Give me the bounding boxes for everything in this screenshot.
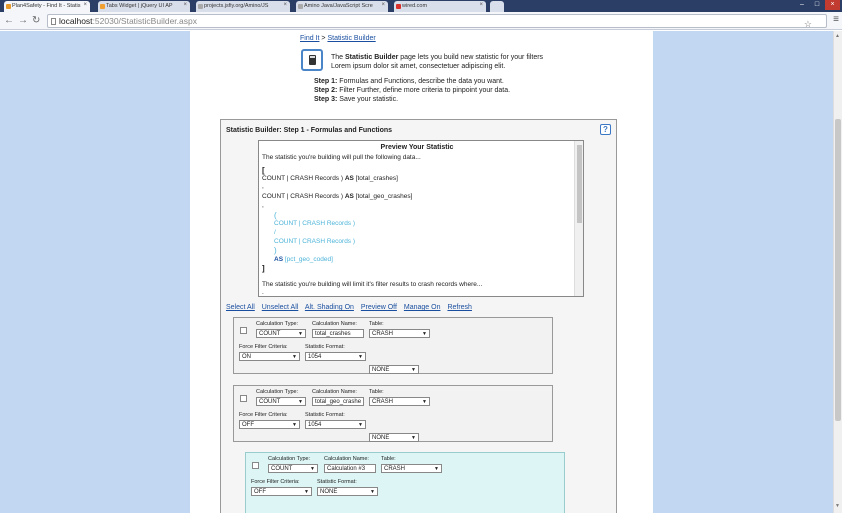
preview-close-bracket: ] <box>262 264 265 273</box>
calc-type-label: Calculation Type: <box>256 389 299 395</box>
intro-prefix: The <box>331 54 346 61</box>
panel-title: Statistic Builder: Step 1 - Formulas and Functions <box>226 127 393 134</box>
calculation-row-3 <box>245 452 565 513</box>
calc-name-label: Calculation Name: <box>312 389 357 395</box>
calc-type-label: Calculation Type: <box>268 456 311 462</box>
select-value: COUNT <box>259 399 281 405</box>
preview-nested-open: ( <box>274 211 277 220</box>
preview-nested-1: COUNT | CRASH Records ) <box>274 220 356 227</box>
preview-intro: The statistic you're building will pull the following data... <box>262 154 421 161</box>
statistic-format-select[interactable] <box>317 487 378 496</box>
bookmark-star-icon[interactable]: ☆ <box>803 19 812 29</box>
select-value: CRASH <box>372 399 394 405</box>
scroll-down-icon[interactable]: ▼ <box>835 503 840 509</box>
close-tab-icon[interactable]: × <box>183 2 187 8</box>
browser-tab-jsfiy[interactable] <box>196 1 290 12</box>
calculator-icon <box>301 49 323 71</box>
calculation-checkbox[interactable] <box>240 327 247 334</box>
tab-label: wired.com <box>402 3 428 9</box>
preview-open-bracket: [ <box>262 166 265 175</box>
calculation-checkbox[interactable] <box>252 462 259 469</box>
refresh-link[interactable]: Refresh <box>447 304 472 311</box>
dropdown-arrow-icon: ▼ <box>304 489 309 495</box>
calc-name-label: Calculation Name: <box>324 456 369 462</box>
help-icon[interactable]: ? <box>600 124 611 135</box>
preview-comma-2: , <box>262 202 264 209</box>
tab-label: Amino Java/JavaScript Scre <box>304 3 373 9</box>
calc-type-select[interactable] <box>268 464 318 473</box>
dropdown-arrow-icon: ▼ <box>358 354 363 360</box>
favicon-icon <box>396 4 401 9</box>
favicon-icon <box>298 4 303 9</box>
preview-as: AS <box>274 256 284 263</box>
select-value: CRASH <box>372 331 394 337</box>
dropdown-arrow-icon: ▼ <box>310 466 315 472</box>
browser-tab-bar <box>0 0 842 12</box>
preview-alias: [total_crashes] <box>353 175 398 182</box>
step-label: Step 3: <box>314 96 338 103</box>
preview-as: AS <box>344 175 354 182</box>
select-value: 1054 <box>308 422 322 428</box>
select-value: NONE <box>372 435 390 441</box>
calculation-checkbox[interactable] <box>240 395 247 402</box>
force-filter-label: Force Filter Criteria: <box>239 412 288 418</box>
preview-nested-alias-line <box>274 256 333 263</box>
calc-name-input[interactable]: Calculation #3 <box>324 464 376 473</box>
select-value: COUNT <box>259 331 281 337</box>
dropdown-arrow-icon: ▼ <box>411 435 416 441</box>
tab-label: projects.jsfiy.org/Amino/JS <box>204 3 269 9</box>
breadcrumb-statistic-builder[interactable]: Statistic Builder <box>327 35 376 42</box>
preview-expr: COUNT | CRASH Records ) <box>262 175 345 182</box>
dropdown-arrow-icon: ▼ <box>358 422 363 428</box>
statistic-format-label: Statistic Format: <box>305 412 345 418</box>
alt-shading-link[interactable]: Alt. Shading On <box>304 304 354 311</box>
select-value: 1054 <box>308 354 322 360</box>
preview-as: AS <box>344 193 354 200</box>
preview-scrollbar[interactable] <box>574 141 583 297</box>
select-all-link[interactable]: Select All <box>226 304 255 311</box>
browser-tab-plan4safety[interactable] <box>4 1 90 12</box>
step-1 <box>314 77 510 86</box>
tab-label: Plan4Safety - Find It - Statis <box>12 3 81 9</box>
close-tab-icon[interactable]: × <box>283 2 287 8</box>
select-value: NONE <box>320 489 338 495</box>
favicon-icon <box>198 4 203 9</box>
preview-divide: / <box>274 229 276 236</box>
calculation-row-1 <box>233 317 553 374</box>
breadcrumb-find-it[interactable]: Find It <box>300 35 320 42</box>
select-value: OFF <box>242 422 254 428</box>
url-host: localhost <box>59 16 93 26</box>
breadcrumb <box>300 35 376 42</box>
step-3 <box>314 95 510 104</box>
reload-icon[interactable]: ↻ <box>32 15 41 26</box>
browser-toolbar <box>0 12 842 30</box>
forward-arrow-icon[interactable]: → <box>18 15 28 26</box>
back-arrow-icon[interactable]: ← <box>4 15 14 26</box>
preview-comma: , <box>262 183 264 190</box>
maximize-icon[interactable]: □ <box>814 1 820 8</box>
calc-name-label: Calculation Name: <box>312 321 357 327</box>
browser-tab-amino[interactable] <box>296 1 388 12</box>
statistic-format-select[interactable] <box>305 420 366 429</box>
calc-name-input[interactable]: total_geo_crashe <box>312 397 364 406</box>
dropdown-arrow-icon: ▼ <box>434 466 439 472</box>
select-value: CRASH <box>384 466 406 472</box>
force-filter-select[interactable] <box>239 420 300 429</box>
preview-box <box>258 140 584 297</box>
preview-nested-close: ) <box>274 246 277 255</box>
select-value: COUNT <box>271 466 293 472</box>
browser-tab-wired[interactable] <box>394 1 486 12</box>
statistic-format-label: Statistic Format: <box>317 479 357 485</box>
step-text: Formulas and Functions, describe the data you want. <box>337 78 504 85</box>
dropdown-arrow-icon: ▼ <box>411 367 416 373</box>
browser-menu-icon[interactable]: ≡ <box>833 14 839 25</box>
close-tab-icon[interactable]: × <box>479 2 483 8</box>
calc-type-select[interactable] <box>256 397 306 406</box>
step-2 <box>314 86 510 95</box>
step-label: Step 1: <box>314 78 338 85</box>
statistic-builder-panel <box>220 119 617 513</box>
breadcrumb-separator: > <box>321 35 326 42</box>
favicon-icon <box>6 4 11 9</box>
dropdown-arrow-icon: ▼ <box>298 399 303 405</box>
intro-bold: Statistic Builder <box>345 54 399 61</box>
preview-toggle-link[interactable]: Preview Off <box>360 304 397 311</box>
address-bar[interactable] <box>47 14 827 28</box>
table-label: Table: <box>369 321 384 327</box>
tab-label: Tabs Widget | jQuery UI AP <box>106 3 173 9</box>
dropdown-arrow-icon: ▼ <box>370 489 375 495</box>
favicon-icon <box>100 4 105 9</box>
select-value: NONE <box>372 367 390 373</box>
scroll-up-icon[interactable]: ▲ <box>835 33 840 39</box>
action-links <box>226 304 477 311</box>
new-tab-button[interactable] <box>490 1 504 12</box>
unselect-all-link[interactable]: Unselect All <box>261 304 299 311</box>
dropdown-arrow-icon: ▼ <box>292 354 297 360</box>
select-value: ON <box>242 354 251 360</box>
steps-list <box>314 77 510 104</box>
close-tab-icon[interactable]: × <box>83 2 87 8</box>
statistic-format-select[interactable] <box>305 352 366 361</box>
extra-format-select[interactable] <box>369 433 419 442</box>
intro-text <box>331 53 551 71</box>
table-select[interactable] <box>369 329 430 338</box>
page-scrollbar[interactable] <box>833 31 842 513</box>
preview-expr: COUNT | CRASH Records ) <box>262 193 345 200</box>
step-text: Save your statistic. <box>337 96 399 103</box>
select-value: OFF <box>254 489 266 495</box>
step-text: Filter Further, define more criteria to pinpoint your data. <box>337 87 511 94</box>
calc-type-label: Calculation Type: <box>256 321 299 327</box>
window-close-icon[interactable]: × <box>825 0 840 10</box>
table-select[interactable] <box>381 464 442 473</box>
preview-line-2 <box>262 193 412 200</box>
preview-filter-text: The statistic you're building will limit it's filter results to crash records where... <box>262 281 483 288</box>
manage-toggle-link[interactable]: Manage On <box>403 304 441 311</box>
preview-line-1 <box>262 175 398 182</box>
dropdown-arrow-icon: ▼ <box>422 331 427 337</box>
preview-nested-2: COUNT | CRASH Records ) <box>274 238 356 245</box>
page-scroll-thumb[interactable] <box>835 119 841 421</box>
page-content <box>190 31 653 513</box>
calc-type-select[interactable] <box>256 329 306 338</box>
preview-title: Preview Your Statistic <box>380 144 454 151</box>
force-filter-label: Force Filter Criteria: <box>239 344 288 350</box>
step-label: Step 2: <box>314 87 338 94</box>
page-viewport <box>0 31 833 513</box>
dropdown-arrow-icon: ▼ <box>292 422 297 428</box>
page-icon <box>51 18 56 25</box>
close-tab-icon[interactable]: × <box>381 2 385 8</box>
preview-alias: [pct_geo_coded] <box>283 256 333 263</box>
preview-trailing: . <box>262 289 264 296</box>
table-label: Table: <box>381 456 396 462</box>
dropdown-arrow-icon: ▼ <box>298 331 303 337</box>
extra-format-select[interactable] <box>369 365 419 374</box>
preview-scroll-thumb[interactable] <box>577 145 582 223</box>
preview-alias: [total_geo_crashes] <box>353 193 413 200</box>
table-label: Table: <box>369 389 384 395</box>
force-filter-select[interactable] <box>239 352 300 361</box>
url-path: :52030/StatisticBuilder.aspx <box>92 16 197 26</box>
intro-suffix: page lets you build new statistic for your filters Lorem ipsum dolor sit amet, consectetuer adipiscing elit. <box>331 54 544 70</box>
force-filter-label: Force Filter Criteria: <box>251 479 300 485</box>
table-select[interactable] <box>369 397 430 406</box>
statistic-format-label: Statistic Format: <box>305 344 345 350</box>
calc-name-input[interactable]: total_crashes <box>312 329 364 338</box>
minimize-icon[interactable]: – <box>800 1 804 8</box>
dropdown-arrow-icon: ▼ <box>422 399 427 405</box>
browser-tab-jquery-ui[interactable] <box>98 1 190 12</box>
calculation-row-2 <box>233 385 553 442</box>
force-filter-select[interactable] <box>251 487 312 496</box>
